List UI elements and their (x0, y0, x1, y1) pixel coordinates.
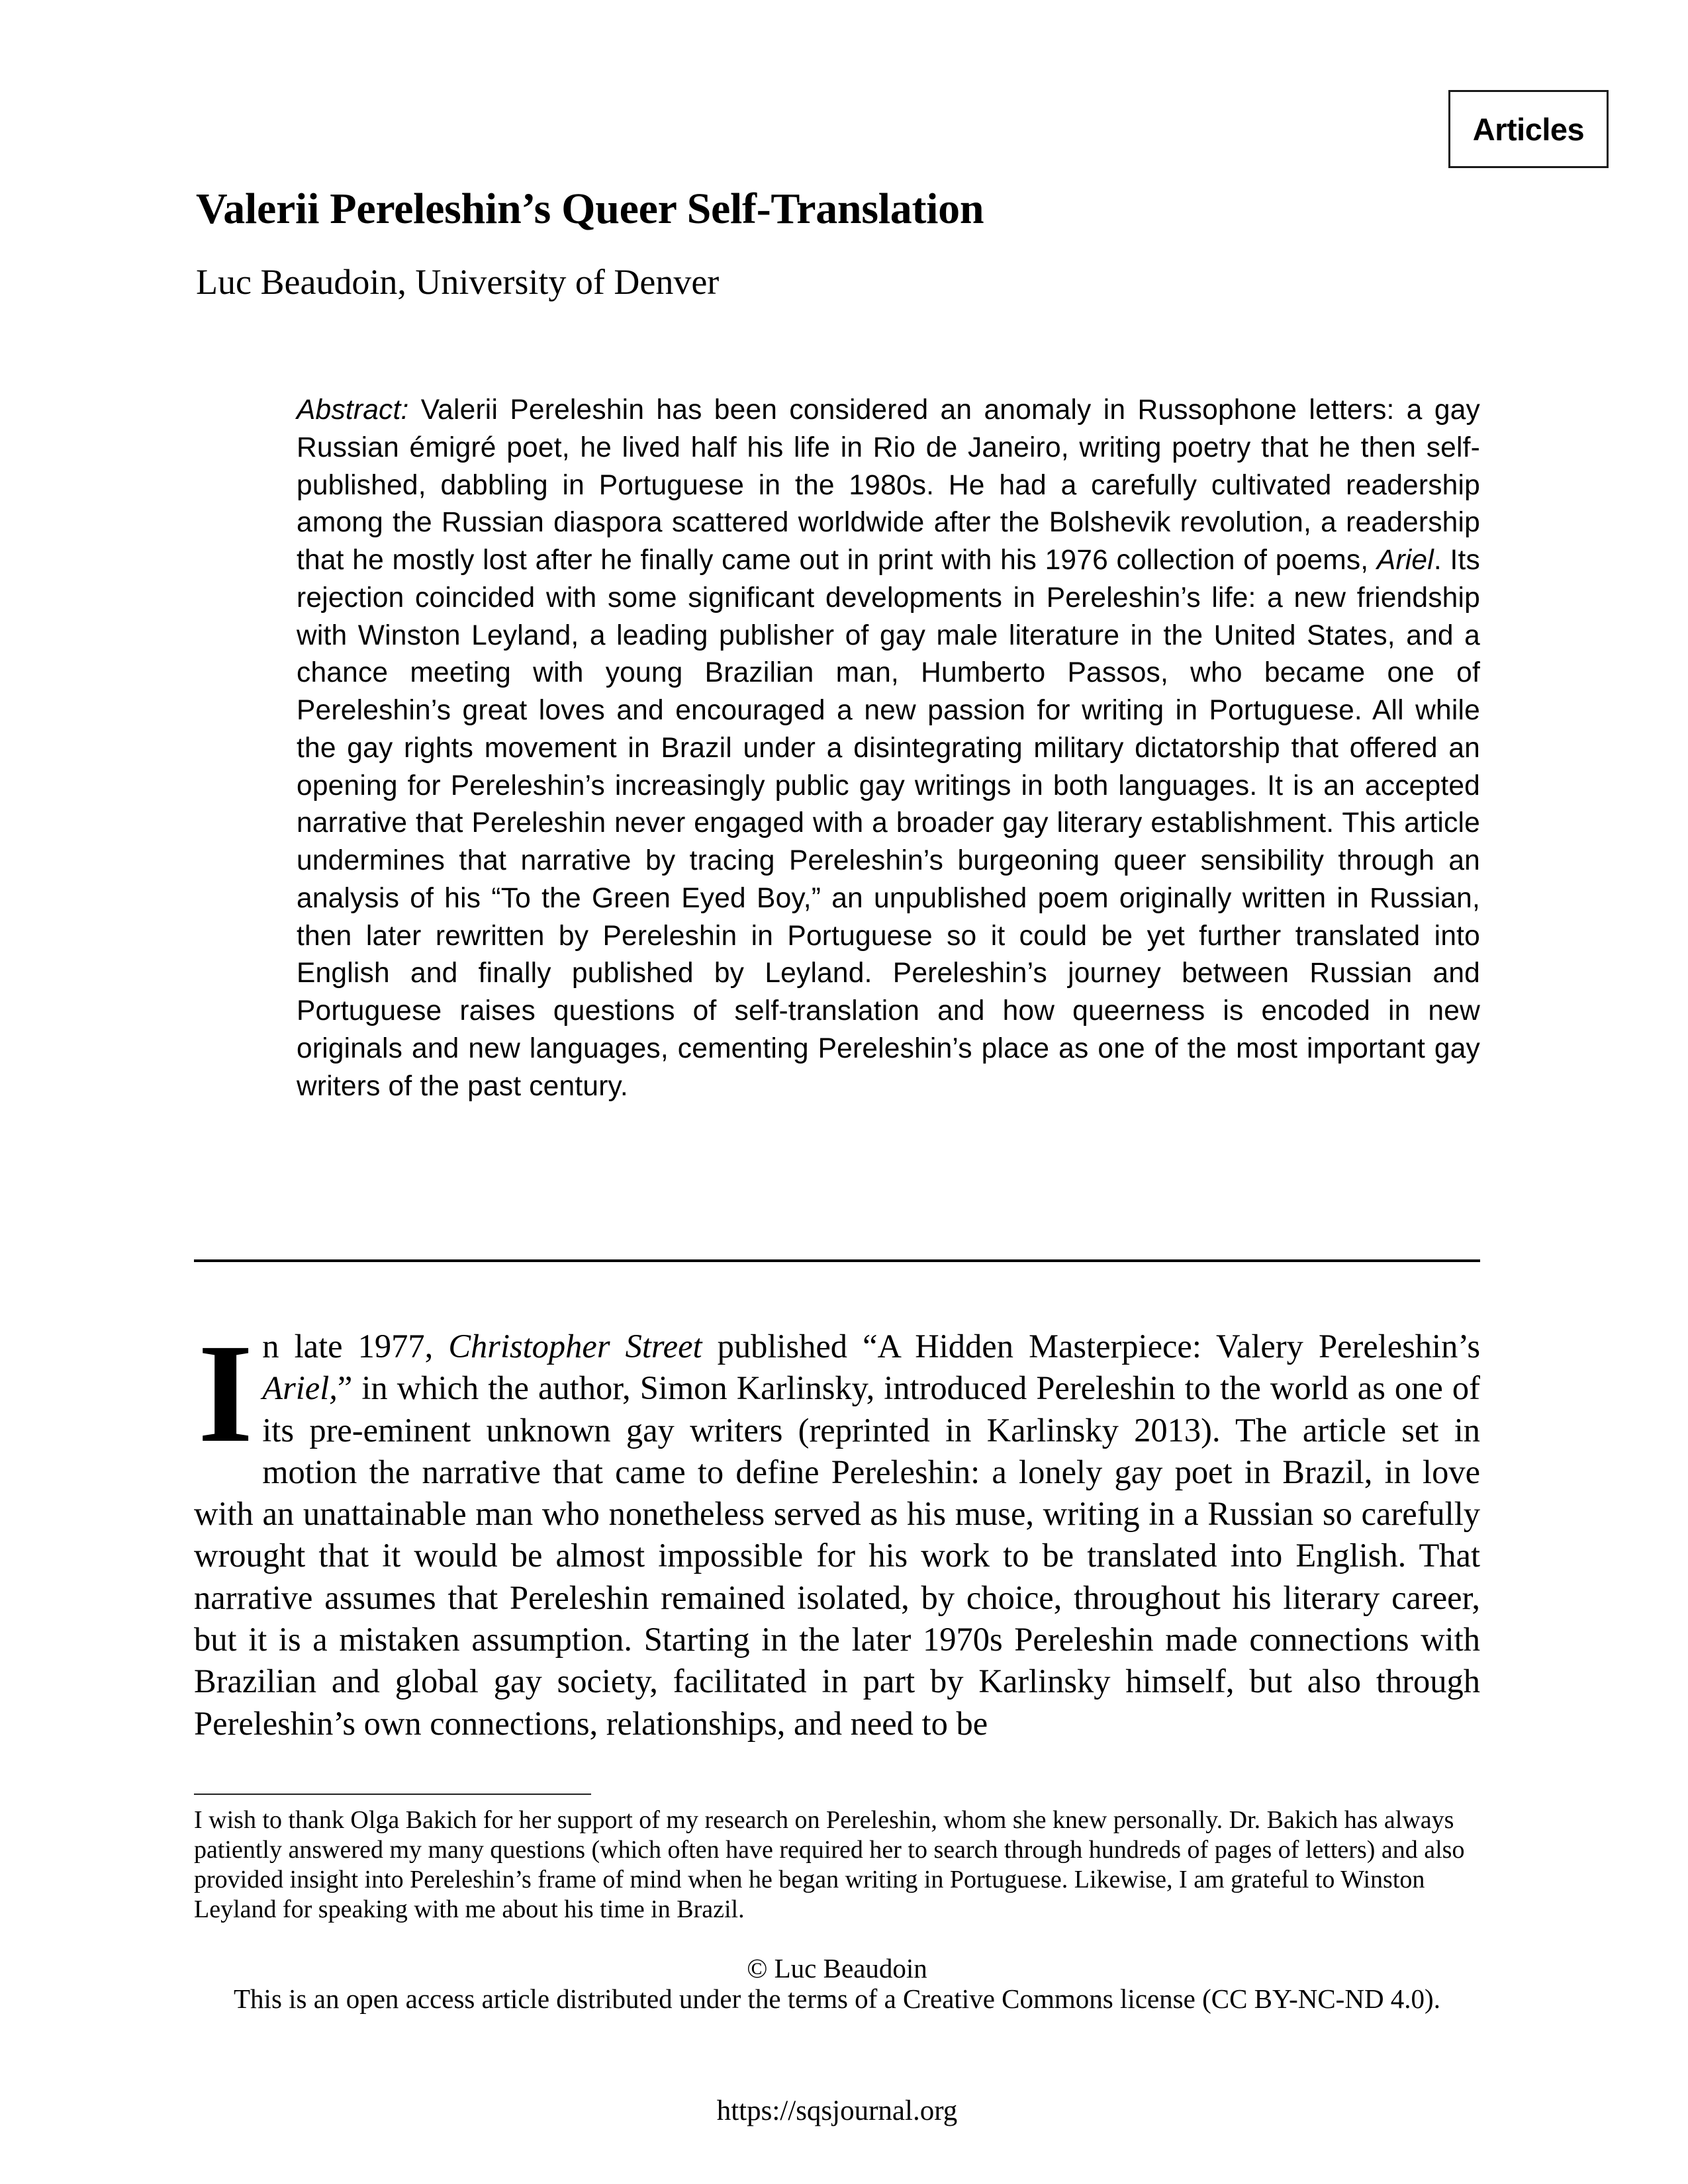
abstract (297, 392, 1480, 1105)
footnote-divider (194, 1794, 591, 1795)
abstract-text-part1: Valerii Pereleshin has been considered an anomaly in Russophone letters: a gay Russian émigré poet, he lived half his life in Rio de Janeiro, writing poetry that he then self-published, dabbling in Portuguese in the 1980s. He had a carefully cultivated readership among the Russian diaspora scattered worldwide after the Bolshevik revolution, a readership that he mostly lost after he finally came out in print with his 1976 collection of poems, (297, 394, 1480, 576)
body-part2: published “A Hidden Masterpiece: Valery Pereleshin’s (702, 1328, 1480, 1365)
body-italic-ariel: Ariel, (262, 1369, 338, 1407)
drop-cap: I (198, 1315, 254, 1472)
abstract-italic-title: Ariel (1376, 545, 1434, 576)
copyright-notice: © Luc Beaudoin (747, 1953, 927, 1983)
section-label-box (1448, 90, 1609, 168)
body-part3: ” in which the author, Simon Karlinsky, introduced Pereleshin to the world as one of its pre-eminent unknown gay writers (reprinted in Karlinsky 2013). The article set in motion the narrative that came to define Pereleshin: a lonely gay poet in Brazil, in love with an unattainable man who nonetheless served as his muse, writing in a Russian so carefully wrought that it would be almost impossible for his work to be translated into English. That narrative assumes that Pereleshin remained isolated, by choice, throughout his literary career, but it is a mistaken assumption. Starting in the later 1970s Pereleshin made connections with Brazilian and global gay society, facilitated in part by Karlinsky himself, but also through Pereleshin’s own connections, relationships, and need to be (194, 1369, 1480, 1742)
body-paragraph (194, 1315, 1480, 1745)
body-part1: n late 1977, (262, 1328, 449, 1365)
license-notice: This is an open access article distributed under the terms of a Creative Commons license (CC BY-NC-ND 4.0). (234, 1983, 1440, 2014)
article-title: Valerii Pereleshin’s Queer Self-Translation (196, 185, 984, 233)
acknowledgement-footnote: I wish to thank Olga Bakich for her support of my research on Pereleshin, whom she knew personally. Dr. Bakich has always patiently answered my many questions (which often have required her to search through hundreds of pages of letters) and also provided insight into Pereleshin’s frame of mind when he began writing in Portuguese. Likewise, I am grateful to Winston Leyland for speaking with me about his time in Brazil. (194, 1806, 1465, 1923)
abstract-label: Abstract: (297, 394, 409, 426)
abstract-text-part2: . Its rejection coincided with some significant developments in Pereleshin’s life: a new friendship with Winston Leyland, a leading publisher of gay male literature in the United States, and a chance meeting with young Brazilian man, Humberto Passos, who became one of Pereleshin’s great loves and encouraged a new passion for writing in Portuguese. All while the gay rights movement in Brazil under a disintegrating military dictatorship that offered an opening for Pereleshin’s increasingly public gay writings in both languages. It is an accepted narrative that Pereleshin never engaged with a broader gay literary establishment. This article undermines that narrative by tracing Pereleshin’s burgeoning queer sensibility through an analysis of his “To the Green Eyed Boy,” an unpublished poem originally written in Russian, then later rewritten by Pereleshin in Portuguese so it could be yet further translated into English and finally published by Leyland. Pereleshin’s journey between Russian and Portuguese raises questions of self-translation and how queerness is encoded in new originals and new languages, cementing Pereleshin’s place as one of the most important gay writers of the past century. (297, 545, 1480, 1102)
journal-url-link[interactable]: https://sqsjournal.org (716, 2095, 958, 2126)
section-divider (194, 1259, 1480, 1262)
author-affiliation: Luc Beaudoin, University of Denver (196, 262, 720, 302)
body-italic-christopher-street: Christopher Street (448, 1328, 702, 1365)
section-label: Articles (1472, 111, 1585, 147)
